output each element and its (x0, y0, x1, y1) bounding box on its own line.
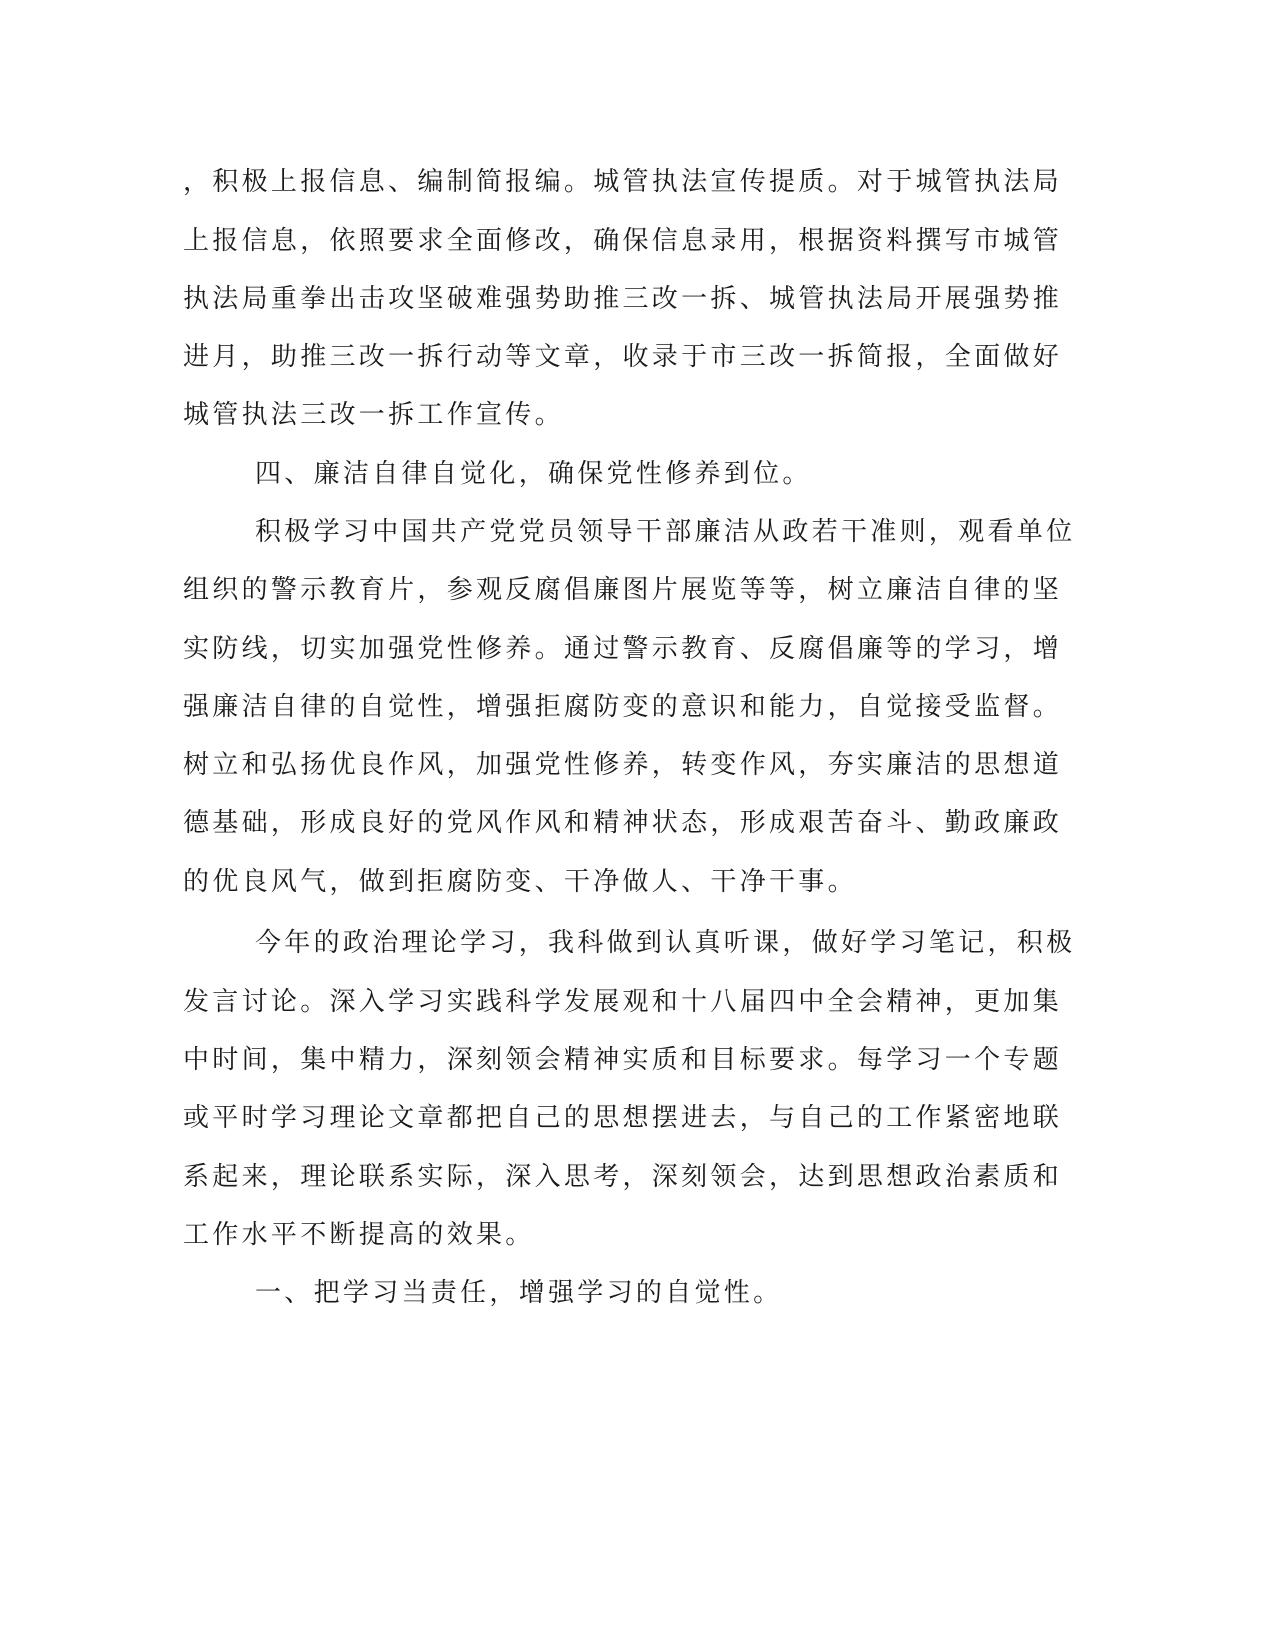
section-heading: 一、把学习当责任，增强学习的自觉性。 (255, 1278, 783, 1308)
body-text-line: 或平时学习理论文章都把自己的思想摆进去，与自己的工作紧密地联 (183, 1103, 1063, 1133)
body-text-line: 进月，助推三改一拆行动等文章，收录于市三改一拆简报，全面做好 (183, 342, 1063, 372)
body-text-line: 组织的警示教育片，参观反腐倡廉图片展览等等，树立廉洁自律的坚 (183, 575, 1063, 605)
body-text-line: 工作水平不断提高的效果。 (183, 1220, 535, 1250)
body-text-line: 系起来，理论联系实际，深入思考，深刻领会，达到思想政治素质和 (183, 1162, 1063, 1192)
section-heading: 四、廉洁自律自觉化，确保党性修养到位。 (255, 459, 812, 489)
body-text-line: 强廉洁自律的自觉性，增强拒腐防变的意识和能力，自觉接受监督。 (183, 692, 1063, 722)
body-text-line: 执法局重拳出击攻坚破难强势助推三改一拆、城管执法局开展强势推 (183, 284, 1063, 314)
body-text-line: 树立和弘扬优良作风，加强党性修养，转变作风，夯实廉洁的思想道 (183, 750, 1063, 780)
body-text-line: 城管执法三改一拆工作宣传。 (183, 400, 564, 430)
body-text-line: 发言讨论。深入学习实践科学发展观和十八届四中全会精神，更加集 (183, 987, 1063, 1017)
body-text-line: 今年的政治理论学习，我科做到认真听课，做好学习笔记，积极 (255, 928, 1076, 958)
body-text-line: 实防线，切实加强党性修养。通过警示教育、反腐倡廉等的学习，增 (183, 634, 1063, 664)
body-text-line: 积极学习中国共产党党员领导干部廉洁从政若干准则，观看单位 (255, 517, 1076, 547)
body-text-line: 的优良风气，做到拒腐防变、干净做人、干净干事。 (183, 867, 857, 897)
body-text-line: 中时间，集中精力，深刻领会精神实质和目标要求。每学习一个专题 (183, 1045, 1063, 1075)
body-text-line: 上报信息，依照要求全面修改，确保信息录用，根据资料撰写市城管 (183, 226, 1063, 256)
body-text-line: 德基础，形成良好的党风作风和精神状态，形成艰苦奋斗、勤政廉政 (183, 808, 1063, 838)
body-text-line: ，积极上报信息、编制简报编。城管执法宣传提质。对于城管执法局 (183, 167, 1063, 197)
